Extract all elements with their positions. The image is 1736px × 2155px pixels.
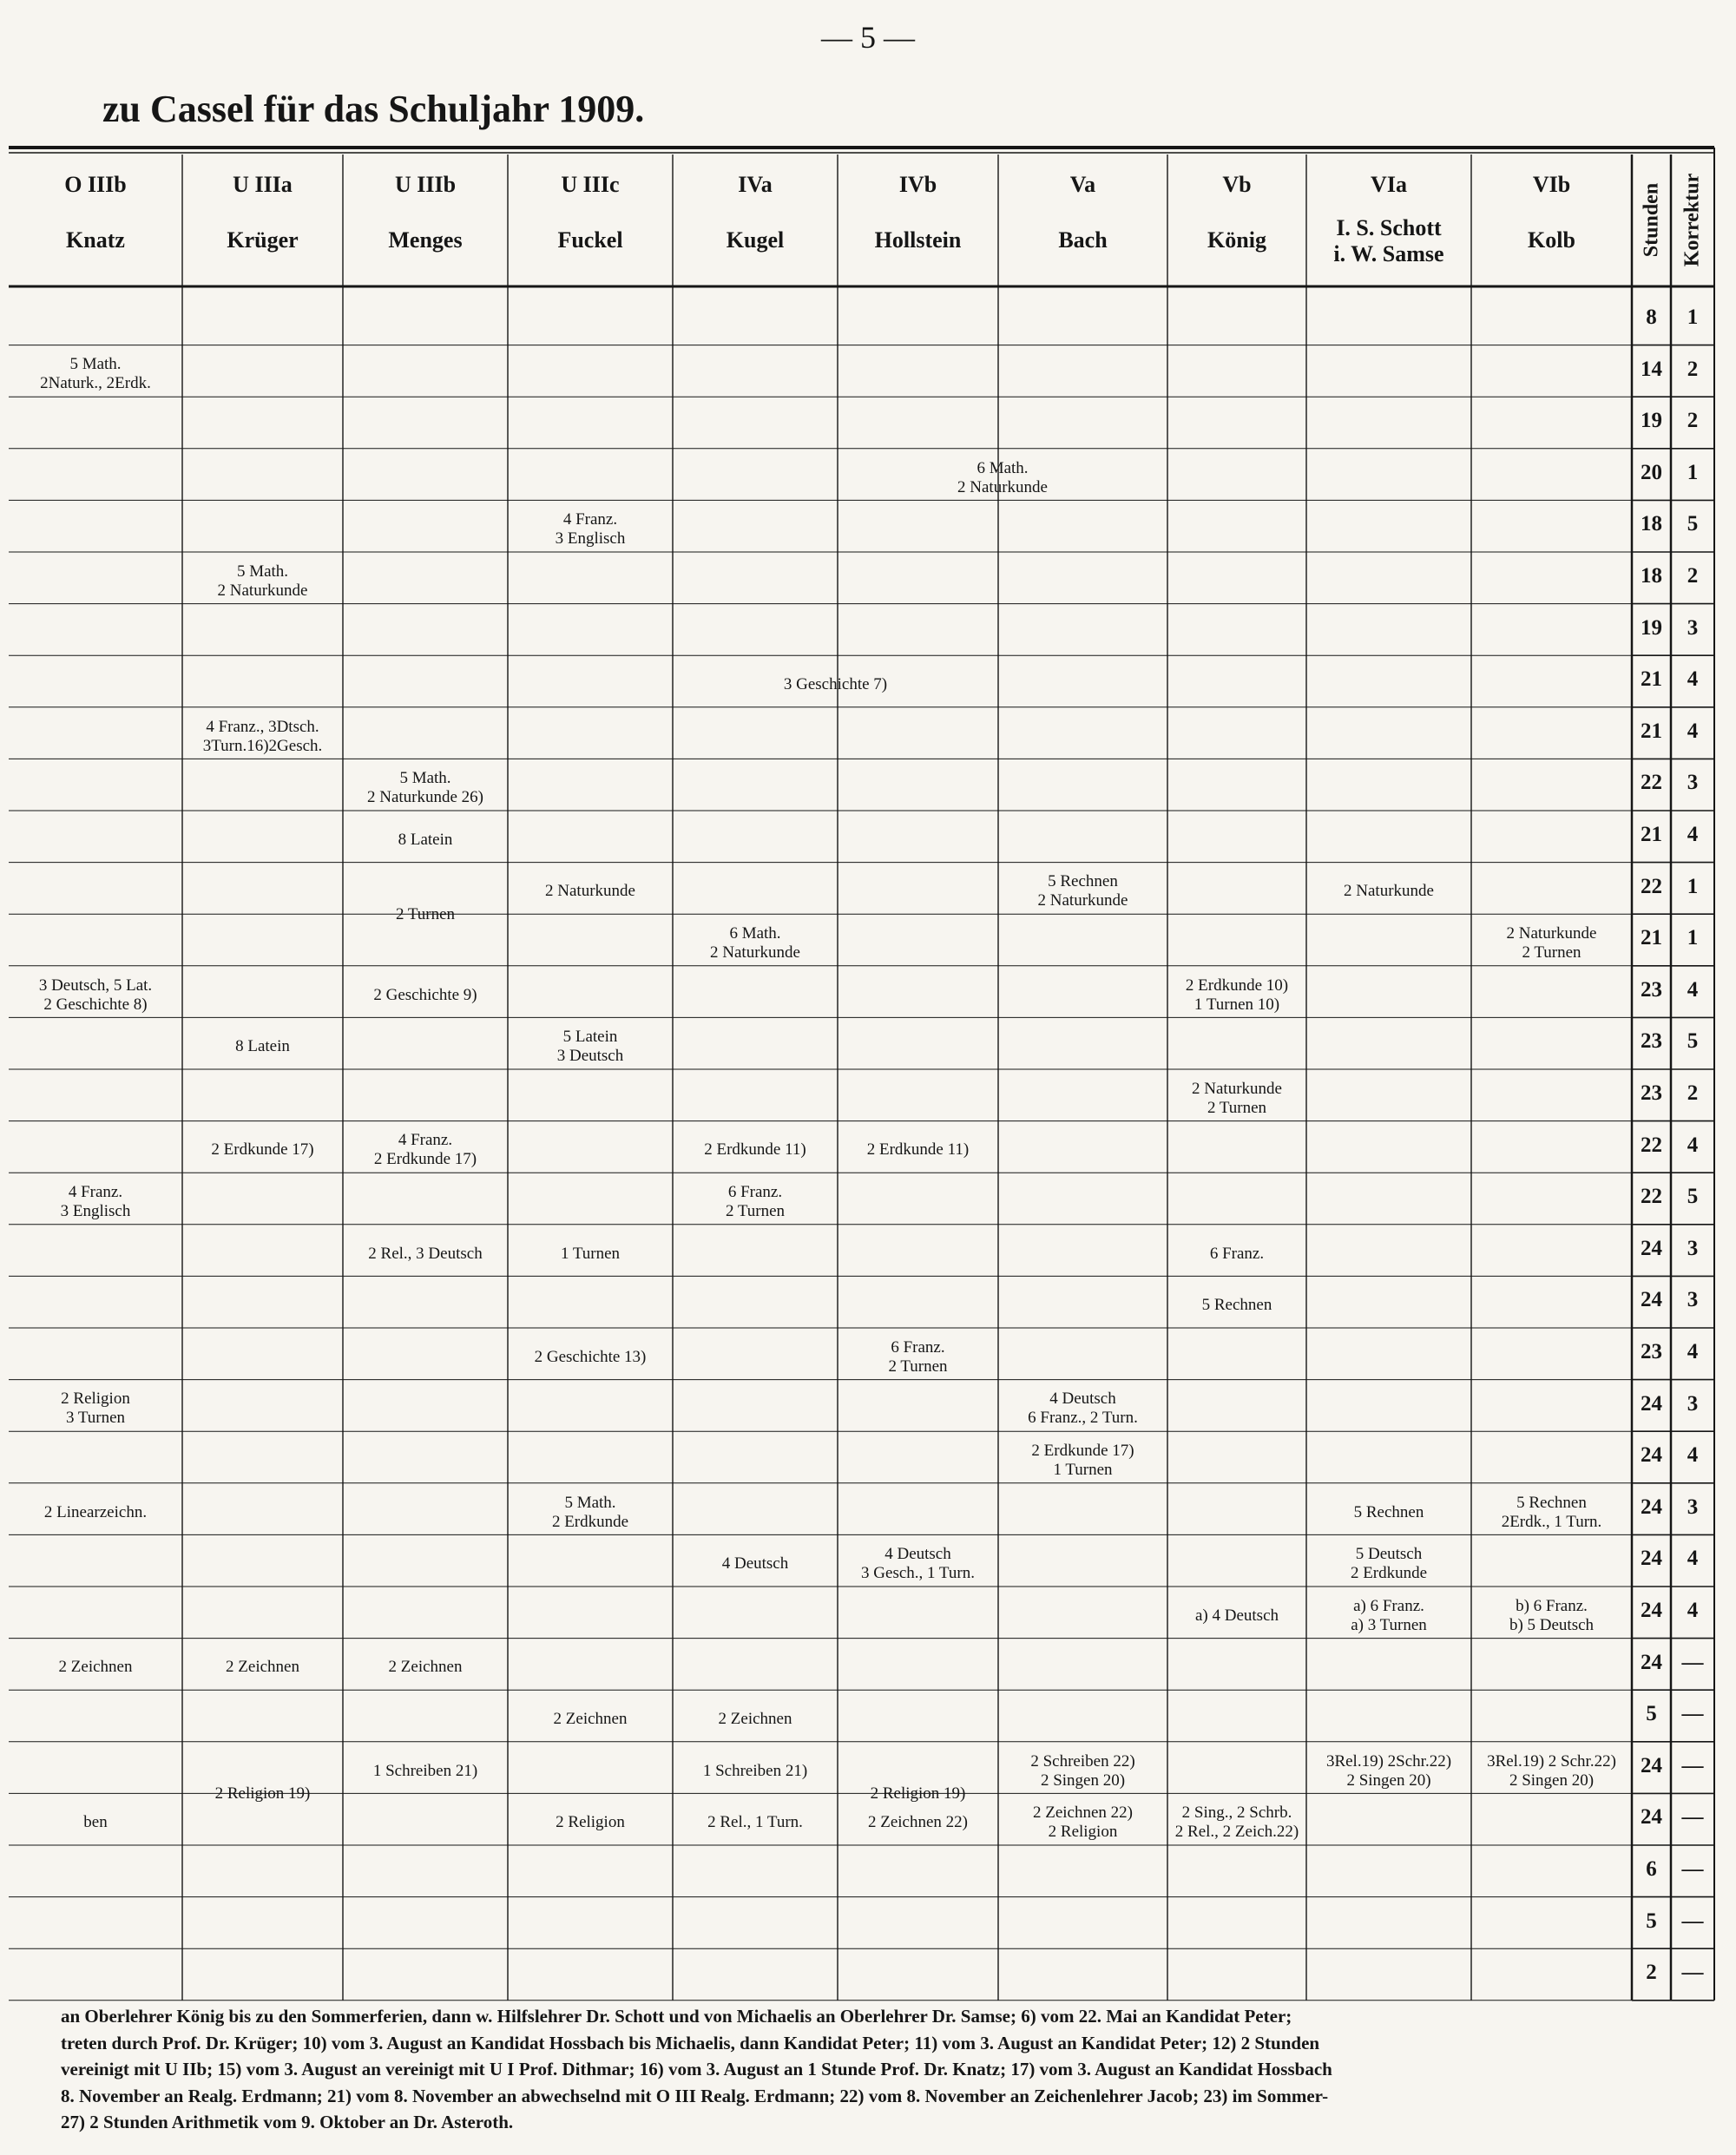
schedule-cell: 2 Zeichnen 22) bbox=[867, 1813, 968, 1832]
korrektur-value: — bbox=[1681, 1857, 1704, 1881]
stunden-value: 23 bbox=[1641, 977, 1662, 1002]
korrektur-value: 3 bbox=[1687, 1288, 1699, 1312]
korrektur-value: 5 bbox=[1687, 1185, 1699, 1209]
column-teacher-header: Bach bbox=[1058, 227, 1108, 253]
korrektur-value: 4 bbox=[1687, 1340, 1699, 1363]
schedule-cell: 2 Zeichnen bbox=[718, 1710, 792, 1728]
column-class-header: IVb bbox=[898, 172, 937, 197]
stunden-value: 18 bbox=[1641, 564, 1662, 588]
column-teacher-header: Hollstein bbox=[874, 227, 962, 253]
schedule-cell: 3Rel.19) 2 Schr.22) 2 Singen 20) bbox=[1487, 1751, 1616, 1790]
stunden-value: 21 bbox=[1641, 926, 1662, 950]
footnote-line: 27) 2 Stunden Arithmetik vom 9. Oktober an Dr. Asteroth. bbox=[61, 2112, 514, 2132]
stunden-value: 14 bbox=[1641, 357, 1662, 381]
schedule-cell: 1 Schreiben 21) bbox=[372, 1761, 478, 1780]
footnotes bbox=[61, 2003, 1723, 2136]
footnote-line: treten durch Prof. Dr. Krüger; 10) vom 3. August an Kandidat Hossbach bis Michaelis, dann Kandidat Peter; 11) vom 3. August an Kandidat Peter; 12) 2 Stunden bbox=[61, 2032, 1320, 2053]
schedule-cell: 2 Erdkunde 17) 1 Turnen bbox=[1031, 1442, 1134, 1479]
schedule-cell: 2 Zeichnen bbox=[388, 1658, 463, 1677]
stunden-value: 6 bbox=[1646, 1857, 1657, 1881]
column-class-header: O IIIb bbox=[64, 172, 127, 197]
schedule-cell: 1 Turnen bbox=[560, 1244, 621, 1263]
korrektur-value: 2 bbox=[1687, 409, 1699, 433]
column-teacher-header: Fuckel bbox=[557, 227, 623, 253]
schedule-cell: 4 Franz. 3 Englisch bbox=[555, 510, 626, 549]
schedule-cell: 2 Erdkunde 10) 1 Turnen 10) bbox=[1185, 976, 1289, 1014]
korrektur-value: — bbox=[1681, 1702, 1704, 1726]
korrektur-value: 5 bbox=[1687, 1029, 1699, 1054]
schedule-cell: 3 Deutsch, 5 Lat. 2 Geschichte 8) bbox=[38, 976, 153, 1014]
stunden-value: 21 bbox=[1641, 719, 1662, 743]
column-class-header: Vb bbox=[1222, 172, 1252, 197]
schedule-cell: 5 Rechnen 2 Naturkunde bbox=[1037, 872, 1128, 910]
stunden-value: 21 bbox=[1641, 823, 1662, 846]
schedule-cell: a) 4 Deutsch bbox=[1194, 1606, 1279, 1625]
document-title: zu Cassel für das Schuljahr 1909. bbox=[102, 88, 645, 130]
korrektur-value: 4 bbox=[1687, 1133, 1699, 1157]
stunden-value: 23 bbox=[1641, 1029, 1662, 1054]
stunden-value: 5 bbox=[1646, 1909, 1657, 1933]
schedule-cell: 2 Erdkunde 17) bbox=[211, 1140, 314, 1160]
korrektur-value: 1 bbox=[1687, 460, 1699, 484]
schedule-cell: 4 Franz. 3 Englisch bbox=[60, 1183, 131, 1220]
schedule-cell: 2 Naturkunde 2 Turnen bbox=[1192, 1079, 1282, 1117]
schedule-cell: 2 Zeichnen 22) 2 Religion bbox=[1032, 1803, 1133, 1842]
schedule-cell: 6 Franz. bbox=[1209, 1244, 1265, 1263]
korrektur-value: 3 bbox=[1687, 771, 1699, 795]
korrektur-value: — bbox=[1681, 1650, 1704, 1674]
schedule-cell: 2 Naturkunde 2 Turnen bbox=[1506, 924, 1597, 962]
schedule-cell: 5 Rechnen bbox=[1353, 1502, 1424, 1521]
stunden-header: Stunden bbox=[1640, 182, 1662, 258]
stunden-value: 20 bbox=[1641, 460, 1662, 484]
korrektur-value: 4 bbox=[1687, 719, 1699, 743]
stunden-value: 19 bbox=[1641, 615, 1662, 640]
schedule-cell: a) 6 Franz. a) 3 Turnen bbox=[1351, 1596, 1427, 1634]
stunden-value: 24 bbox=[1641, 1753, 1662, 1777]
schedule-cell: 2 Rel., 1 Turn. bbox=[707, 1813, 803, 1832]
korrektur-value: 4 bbox=[1687, 667, 1699, 692]
column-class-header: U IIIc bbox=[561, 172, 620, 197]
schedule-cell: 3Rel.19) 2Schr.22) 2 Singen 20) bbox=[1325, 1751, 1452, 1790]
schedule-cell: ben bbox=[83, 1813, 108, 1832]
schedule-cell: 2 Linearzeichn. bbox=[43, 1502, 148, 1521]
page-number: — 5 — bbox=[821, 20, 915, 55]
schedule-cell: 5 Math. 2 Naturkunde bbox=[217, 562, 308, 600]
schedule-cell: 4 Franz. 2 Erdkunde 17) bbox=[373, 1131, 477, 1169]
schedule-cell: 2 Sing., 2 Schrb. 2 Rel., 2 Zeich.22) bbox=[1174, 1803, 1299, 1842]
korrektur-header: Korrektur bbox=[1680, 173, 1704, 267]
schedule-cell: b) 6 Franz. b) 5 Deutsch bbox=[1509, 1596, 1595, 1634]
stunden-value: 23 bbox=[1641, 1081, 1662, 1105]
column-class-header: U IIIa bbox=[233, 172, 293, 197]
stunden-value: 24 bbox=[1641, 1599, 1662, 1622]
stunden-value: 8 bbox=[1646, 306, 1657, 329]
schedule-cell: 5 Rechnen bbox=[1201, 1296, 1272, 1315]
stunden-value: 24 bbox=[1641, 1236, 1662, 1260]
schedule-cell: 2 Schreiben 22) 2 Singen 20) bbox=[1030, 1751, 1135, 1790]
schedule-cell: 2 Naturkunde bbox=[1344, 882, 1434, 901]
schedule-cell: 4 Deutsch 3 Gesch., 1 Turn. bbox=[861, 1545, 975, 1583]
korrektur-value: 3 bbox=[1687, 1236, 1699, 1260]
stunden-value: 22 bbox=[1641, 1185, 1662, 1209]
schedule-cell: 5 Latein 3 Deutsch bbox=[556, 1028, 624, 1066]
schedule-cell: 2 Rel., 3 Deutsch bbox=[368, 1244, 483, 1263]
korrektur-value: — bbox=[1681, 1805, 1704, 1830]
stunden-value: 24 bbox=[1641, 1495, 1662, 1519]
korrektur-value: — bbox=[1681, 1961, 1704, 1985]
stunden-value: 24 bbox=[1641, 1288, 1662, 1312]
schedule-cell: 2 Geschichte 9) bbox=[373, 985, 477, 1004]
schedule-cell: 2 Religion 19) bbox=[214, 1784, 311, 1803]
column-class-header: VIb bbox=[1532, 172, 1571, 197]
schedule-cell: 3 Geschichte 7) bbox=[783, 675, 888, 693]
korrektur-value: 2 bbox=[1687, 1081, 1699, 1105]
schedule-cell: 2 Naturkunde bbox=[545, 882, 635, 901]
schedule-cell: 5 Deutsch 2 Erdkunde bbox=[1350, 1545, 1428, 1583]
schedule-cell: 8 Latein bbox=[235, 1037, 290, 1056]
schedule-cell: 4 Franz., 3Dtsch. 3Turn.16)2Gesch. bbox=[202, 717, 323, 755]
footnote-line: 8. November an Realg. Erdmann; 21) vom 8. November an abwechselnd mit O III Realg. Erdmann; 22) vom 8. November an Zeichenlehrer Jacob; 23) im Sommer- bbox=[61, 2085, 1329, 2106]
schedule-cell: 2 Religion bbox=[556, 1813, 625, 1832]
stunden-value: 22 bbox=[1641, 1133, 1662, 1157]
column-teacher-header: Knatz bbox=[66, 227, 125, 253]
korrektur-value: 2 bbox=[1687, 564, 1699, 588]
stunden-value: 24 bbox=[1641, 1547, 1662, 1571]
schedule-cell: 6 Math. 2 Naturkunde bbox=[957, 458, 1048, 496]
column-class-header: U IIIb bbox=[394, 172, 457, 197]
stunden-value: 24 bbox=[1641, 1443, 1662, 1468]
korrektur-value: — bbox=[1681, 1753, 1704, 1777]
korrektur-value: 1 bbox=[1687, 306, 1699, 329]
korrektur-value: 3 bbox=[1687, 1495, 1699, 1519]
korrektur-value: — bbox=[1681, 1909, 1704, 1933]
korrektur-value: 4 bbox=[1687, 1599, 1699, 1622]
column-teacher-header: Kolb bbox=[1528, 227, 1575, 253]
korrektur-value: 3 bbox=[1687, 1391, 1699, 1416]
korrektur-value: 4 bbox=[1687, 1443, 1699, 1468]
column-teacher-header: Menges bbox=[388, 227, 463, 253]
stunden-value: 22 bbox=[1641, 771, 1662, 795]
column-class-header: IVa bbox=[738, 172, 773, 197]
stunden-value: 21 bbox=[1641, 667, 1662, 692]
stunden-value: 18 bbox=[1641, 512, 1662, 536]
korrektur-value: 1 bbox=[1687, 926, 1699, 950]
schedule-cell: 2 Zeichnen bbox=[58, 1658, 133, 1677]
korrektur-value: 2 bbox=[1687, 357, 1699, 381]
column-teacher-header: Kugel bbox=[726, 227, 785, 253]
footnote-line: an Oberlehrer König bis zu den Sommerferien, dann w. Hilfslehrer Dr. Schott und von Michaelis an Oberlehrer Dr. Samse; 6) vom 22. Mai an Kandidat Peter; bbox=[61, 2006, 1292, 2027]
column-class-header: VIa bbox=[1371, 172, 1407, 197]
schedule-cell: 5 Math. 2 Naturkunde 26) bbox=[366, 769, 484, 807]
schedule-cell: 2 Zeichnen bbox=[553, 1710, 628, 1728]
schedule-cell: 5 Rechnen 2Erdk., 1 Turn. bbox=[1501, 1493, 1602, 1531]
schedule-cell: 1 Schreiben 21) bbox=[702, 1761, 808, 1780]
korrektur-value: 4 bbox=[1687, 977, 1699, 1002]
footnote-line: vereinigt mit U IIb; 15) vom 3. August an vereinigt mit U I Prof. Dithmar; 16) vom 3. August an 1 Stunde Prof. Dr. Knatz; 17) vom 3. August an Kandidat Hossbach bbox=[61, 2059, 1332, 2079]
korrektur-value: 4 bbox=[1687, 1547, 1699, 1571]
schedule-cell: 5 Math. 2 Erdkunde bbox=[551, 1493, 629, 1531]
schedule-cell: 2 Erdkunde 11) bbox=[704, 1140, 806, 1160]
schedule-cell: 8 Latein bbox=[398, 830, 453, 849]
schedule-cell: 6 Franz. 2 Turnen bbox=[888, 1337, 948, 1376]
stunden-value: 23 bbox=[1641, 1340, 1662, 1363]
schedule-cell: 6 Franz. 2 Turnen bbox=[725, 1183, 786, 1220]
column-teacher-header: I. S. Schott i. W. Samse bbox=[1333, 215, 1444, 266]
schedule-cell: 5 Math. 2Naturk., 2Erdk. bbox=[40, 355, 151, 393]
stunden-value: 24 bbox=[1641, 1650, 1662, 1674]
schedule-cell: 2 Erdkunde 11) bbox=[866, 1140, 970, 1160]
schedule-cell: 2 Religion 3 Turnen bbox=[61, 1390, 130, 1428]
stunden-value: 24 bbox=[1641, 1391, 1662, 1416]
schedule-cell: 4 Deutsch bbox=[721, 1554, 789, 1574]
stunden-value: 5 bbox=[1646, 1702, 1657, 1726]
schedule-cell: 2 Geschichte 13) bbox=[534, 1347, 647, 1366]
schedule-cell: 2 Turnen bbox=[395, 905, 456, 924]
schedule-cell: 4 Deutsch 6 Franz., 2 Turn. bbox=[1028, 1390, 1138, 1428]
schedule-cell: 2 Zeichnen bbox=[226, 1658, 299, 1677]
korrektur-value: 1 bbox=[1687, 874, 1699, 898]
stunden-value: 19 bbox=[1641, 409, 1662, 433]
column-class-header: Va bbox=[1069, 172, 1096, 197]
column-teacher-header: König bbox=[1207, 227, 1266, 253]
stunden-value: 24 bbox=[1641, 1805, 1662, 1830]
stunden-value: 2 bbox=[1646, 1961, 1657, 1985]
korrektur-value: 4 bbox=[1687, 823, 1699, 846]
schedule-cell: 6 Math. 2 Naturkunde bbox=[710, 924, 800, 962]
schedule-cell: 2 Religion 19) bbox=[870, 1784, 966, 1803]
stunden-value: 22 bbox=[1641, 874, 1662, 898]
column-teacher-header: Krüger bbox=[227, 227, 299, 253]
korrektur-value: 5 bbox=[1687, 512, 1699, 536]
korrektur-value: 3 bbox=[1687, 615, 1699, 640]
